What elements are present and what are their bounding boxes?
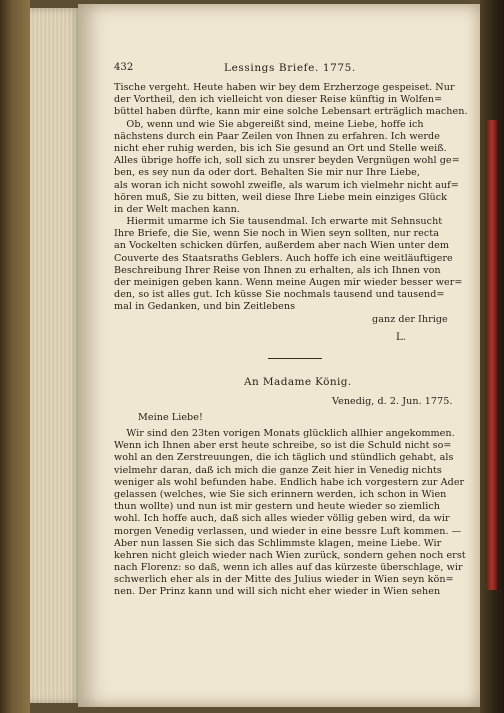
text-line: an Vockelten schicken dürfen, außerdem aber nach Wien unter dem — [114, 240, 449, 252]
text-line: nach Florenz: so daß, wenn ich alles auf das kürzeste überschlage, wir — [114, 562, 463, 574]
text-line: vielmehr daran, daß ich mich die ganze Zeit hier in Venedig nichts — [114, 464, 442, 476]
letter-two-dateline: Venedig, d. 2. Jun. 1775. — [332, 396, 453, 407]
page-header — [114, 62, 444, 76]
letter-two-salutation: Meine Liebe! — [138, 412, 203, 423]
letter-two-address: An Madame König. — [244, 376, 352, 388]
bookmark-ribbon — [487, 120, 497, 590]
text-line: Wir sind den 23ten vorigen Monats glücklich allhier angekommen. — [114, 428, 455, 439]
text-line: kehren nicht gleich wieder nach Wien zurück, sondern gehen noch erst — [114, 549, 466, 561]
text-line: büttel haben dürfte, kann mir eine solche Lebensart erträglich machen. — [114, 106, 468, 118]
text-line: morgen Venedig verlassen, und wieder in eine bessre Luft kommen. — — [114, 525, 462, 537]
text-line: Tische vergeht. Heute haben wir bey dem Erzherzoge gespeiset. Nur — [114, 82, 455, 93]
text-line: thun wollte) und nun ist mir gestern und heute wieder so ziemlich — [114, 501, 440, 513]
text-line: hören muß, Sie zu bitten, weil diese Ihre Liebe mein einziges Glück — [114, 191, 447, 203]
text-line: Ob, wenn und wie Sie abgereißt sind, meine Liebe, hoffe ich — [114, 118, 424, 130]
text-line: der meinigen geben kann. Wenn meine Augen mir wieder besser wer= — [114, 277, 463, 288]
letter-one-closing: ganz der Ihrige — [372, 314, 448, 325]
page-number: 432 — [114, 62, 134, 73]
book-spine-edge — [0, 0, 30, 713]
text-line: Beschreibung Ihrer Reise von Ihnen zu erhalten, als ich Ihnen von — [114, 264, 441, 276]
text-line: weniger als wohl befunden habe. Endlich habe ich vorgestern zur Ader — [114, 476, 465, 488]
letter-two-body — [114, 428, 466, 599]
text-line: in der Welt machen kann. — [114, 203, 240, 215]
text-line: nen. Der Prinz kann und will sich nicht eher wieder in Wien sehen — [114, 586, 441, 598]
text-line: nicht eher ruhig werden, bis ich Sie gesund an Ort und Stelle weiß. — [114, 142, 447, 154]
text-line: Ihre Briefe, die Sie, wenn Sie noch in Wien seyn sollten, nur recta — [114, 228, 439, 240]
letter-one-signature: L. — [396, 332, 406, 343]
page-stack — [30, 8, 82, 703]
text-line: Aber nun lassen Sie sich das Schlimmste klagen, meine Liebe. Wir — [114, 537, 442, 549]
text-line: Alles übrige hoffe ich, soll sich zu unsrer beyden Vergnügen wohl ge= — [114, 155, 460, 167]
text-line: gelassen (welches, wie Sie sich erinnern werden, ich schon in Wien — [114, 488, 447, 500]
text-line: ben, es sey nun da oder dort. Behalten Sie mir nur Ihre Liebe, — [114, 167, 420, 179]
text-line: Hiermit umarme ich Sie tausendmal. Ich erwarte mit Sehnsucht — [114, 216, 443, 228]
text-line: Wenn ich Ihnen aber erst heute schreibe, so ist die Schuld nicht so= — [114, 440, 452, 452]
text-line: der Vortheil, den ich vielleicht von dieser Reise künftig in Wolfen= — [114, 94, 443, 106]
text-line: wohl an den Zerstreuungen, die ich täglich und stündlich gehabt, als — [114, 452, 454, 464]
text-line: wohl. Ich hoffe auch, daß sich alles wieder völlig geben wird, da wir — [114, 513, 450, 525]
section-divider — [268, 358, 322, 359]
text-line: mal in Gedanken, und bin Zeitlebens — [114, 301, 296, 313]
text-line: den, so ist alles gut. Ich küsse Sie nochmals tausend und tausend= — [114, 289, 445, 301]
text-line: Couverte des Staatsraths Geblers. Auch hoffe ich eine weitläuftigere — [114, 252, 453, 264]
running-title: Lessings Briefe. 1775. — [224, 62, 356, 74]
text-line: nächstens durch ein Paar Zeilen von Ihnen zu erfahren. Ich werde — [114, 130, 440, 142]
text-line: schwerlich eher als in der Mitte des Julius wieder in Wien seyn kön= — [114, 574, 454, 586]
text-line: als woran ich nicht sowohl zweifle, als warum ich vielmehr nicht auf= — [114, 179, 459, 191]
letter-one-body — [114, 82, 468, 314]
